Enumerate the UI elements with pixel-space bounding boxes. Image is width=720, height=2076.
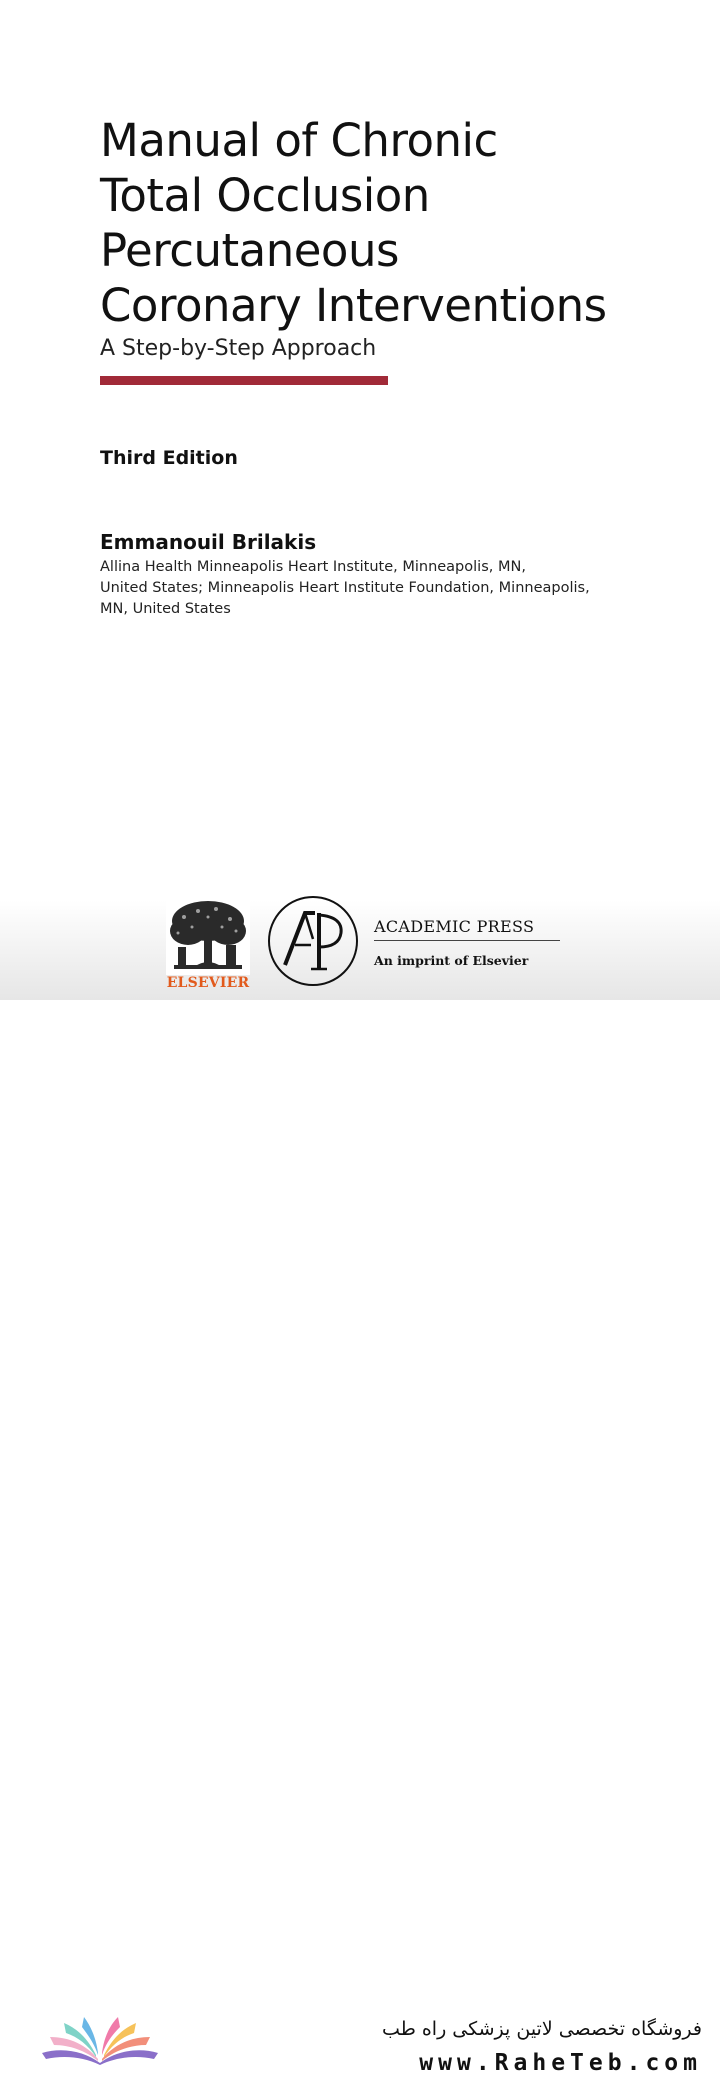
accent-rule [100, 376, 388, 385]
book-title [100, 113, 700, 333]
author-name: Emmanouil Brilakis [100, 530, 317, 554]
title-line: Coronary Interventions [100, 279, 607, 332]
affiliation-line: MN, United States [100, 601, 231, 617]
elsevier-wordmark: ELSEVIER [166, 975, 250, 991]
book-subtitle: A Step-by-Step Approach [100, 336, 377, 361]
open-book-icon [40, 2015, 160, 2067]
store-footer-banner [0, 1000, 720, 2076]
author-affiliation [100, 557, 600, 620]
academic-press-logo [267, 895, 359, 987]
store-website[interactable]: www.RaheTeb.com [419, 2050, 702, 2076]
title-line: Percutaneous [100, 224, 399, 277]
academic-press-name: ACADEMIC PRESS [374, 917, 560, 941]
affiliation-line: United States; Minneapolis Heart Institute Foundation, Minneapolis, [100, 580, 590, 596]
affiliation-line: Allina Health Minneapolis Heart Institute, Minneapolis, MN, [100, 559, 526, 575]
title-line: Total Occlusion [100, 169, 430, 222]
book-title-page [0, 0, 720, 1000]
store-name: فروشگاه تخصصی لاتین پزشکی راه طب [382, 2018, 702, 2040]
title-line: Manual of Chronic [100, 114, 498, 167]
academic-press-tagline: An imprint of Elsevier [374, 953, 529, 968]
edition-label: Third Edition [100, 447, 238, 469]
